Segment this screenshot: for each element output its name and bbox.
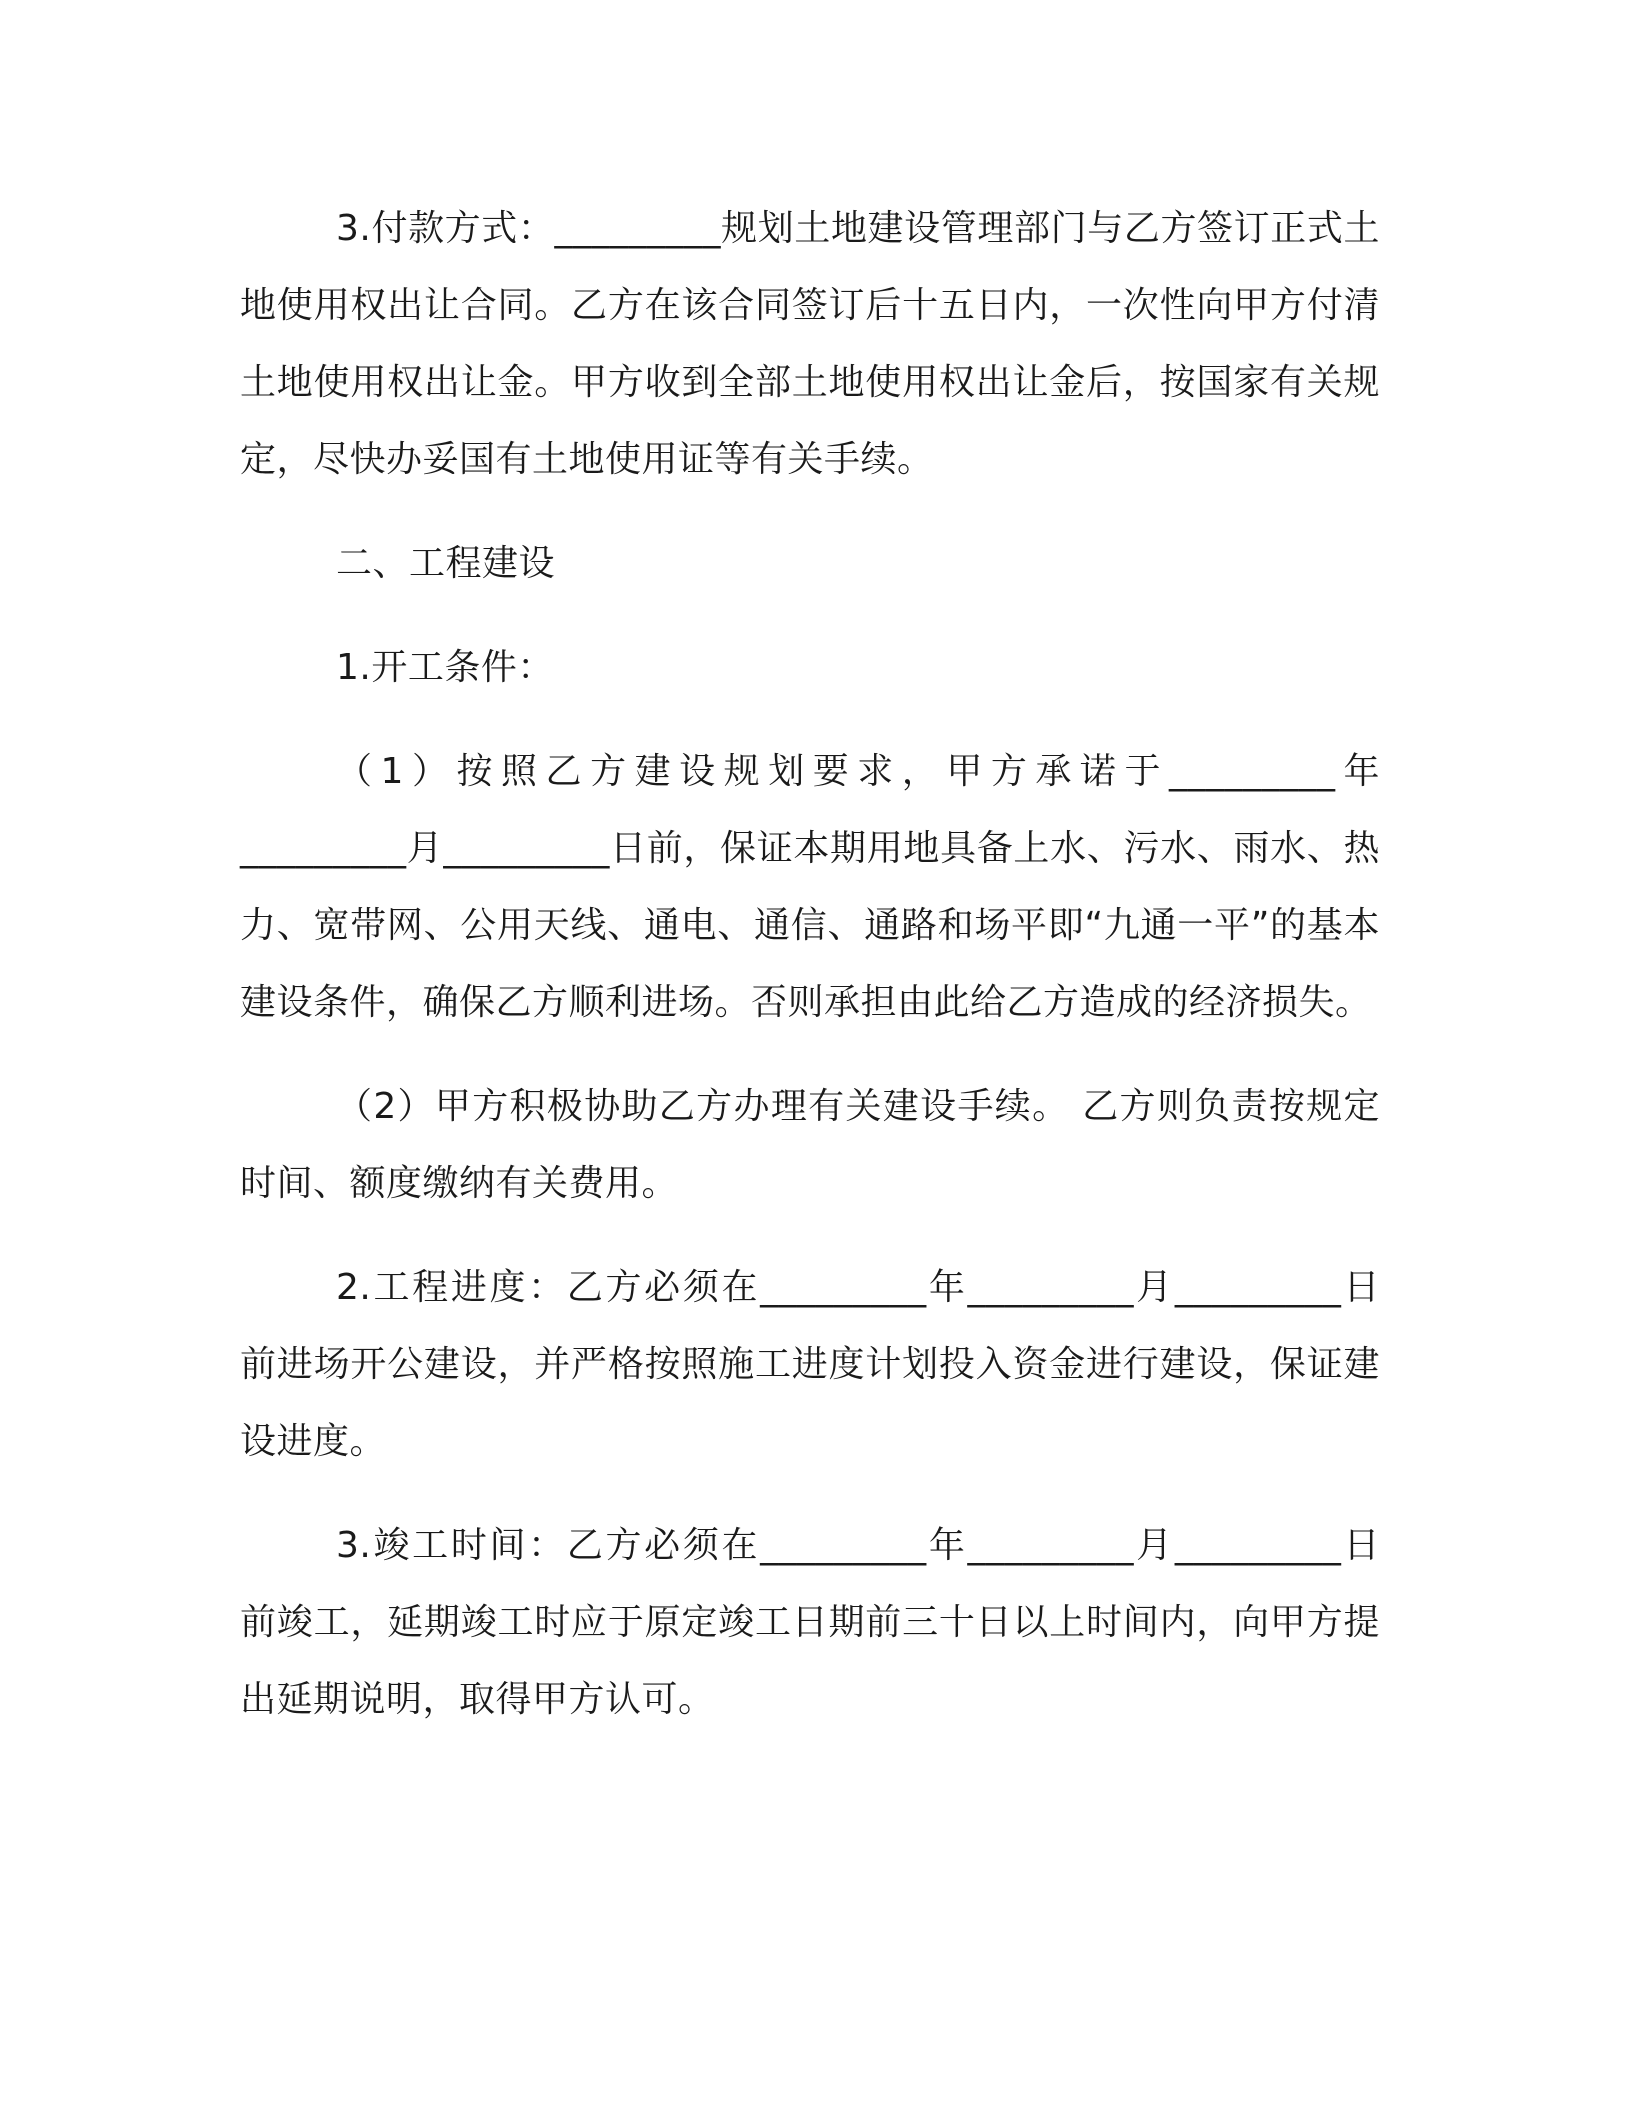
section-heading-construction: 二、工程建设 — [336, 543, 556, 584]
spacer — [240, 1480, 1380, 1507]
completion-time-paragraph: 3.竣工时间：乙方必须在_________年_________月_________日前竣工，延期竣工时应于原定竣工日期前三十日以上时间内，向甲方提出延期说明，取得甲方认可。 — [240, 1525, 1380, 1720]
condition-1-paragraph: （1）按照乙方建设规划要求，甲方承诺于_________年_________月_________日前，保证本期用地具备上水、污水、雨水、热力、宽带网、公用天线、通电、通信、通路和场平即“九通一平”的基本建设条件，确保乙方顺利进场。否则承担由此给乙方造成的经济损失。 — [240, 751, 1380, 1023]
spacer — [240, 1222, 1380, 1249]
spacer — [240, 602, 1380, 629]
spacer — [240, 1041, 1380, 1068]
spacer — [240, 498, 1380, 525]
progress-paragraph: 2.工程进度：乙方必须在_________年_________月_________日前进场开公建设，并严格按照施工进度计划投入资金进行建设，保证建设进度。 — [240, 1267, 1380, 1462]
spacer — [240, 706, 1380, 733]
condition-2-paragraph: （2）甲方积极协助乙方办理有关建设手续。 乙方则负责按规定时间、额度缴纳有关费用。 — [240, 1086, 1380, 1204]
payment-method-paragraph: 3.付款方式：_________规划土地建设管理部门与乙方签订正式土地使用权出让合同。乙方在该合同签订后十五日内，一次性向甲方付清土地使用权出让金。甲方收到全部土地使用权出让金后，按国家有关规定，尽快办妥国有土地使用证等有关手续。 — [240, 208, 1380, 480]
start-conditions-heading: 1.开工条件： — [336, 647, 554, 688]
document-body — [240, 190, 1380, 1738]
